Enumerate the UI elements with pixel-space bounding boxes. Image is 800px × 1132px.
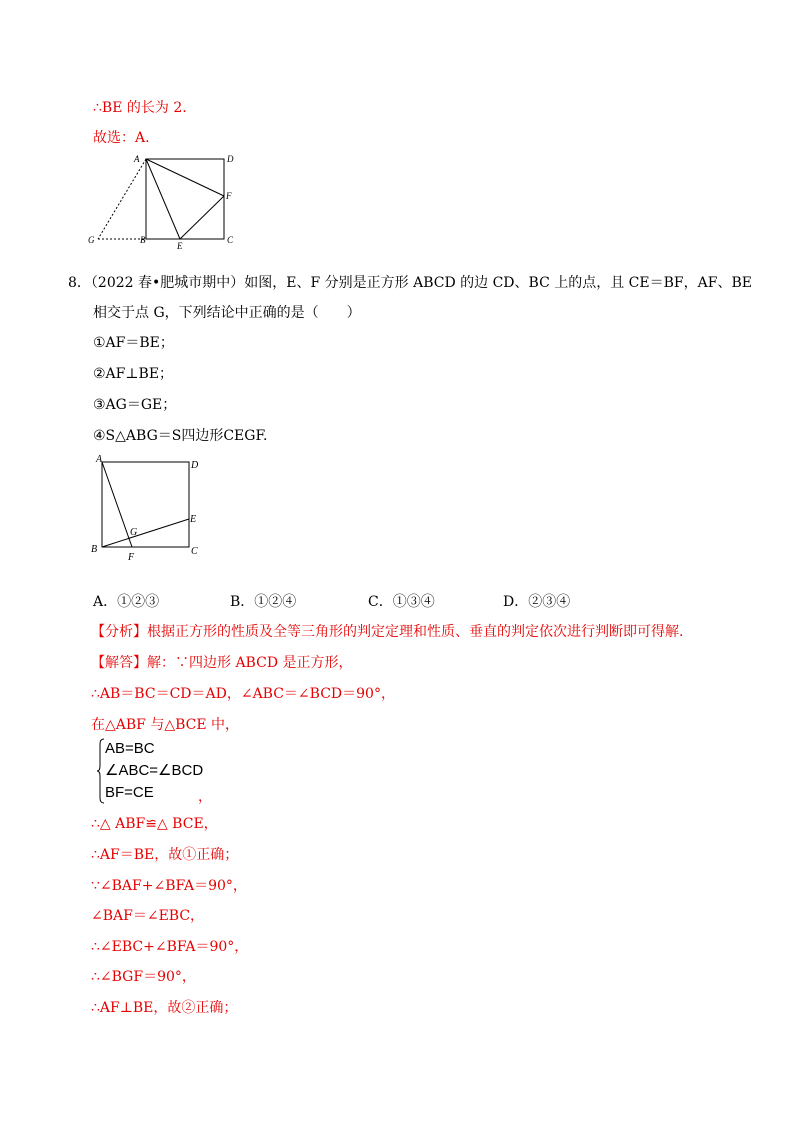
analysis: 【分析】根据正方形的性质及全等三角形的判定定理和性质、垂直的判定依次进行判断即可得解. xyxy=(91,624,684,640)
square-abcd xyxy=(102,462,189,547)
segment-ef xyxy=(180,196,224,239)
label-b: B xyxy=(91,544,98,555)
solution-line-5: ∴AF＝BE，故①正确； xyxy=(91,847,239,863)
question-line-2: 相交于点 G，下列结论中正确的是（ ） xyxy=(93,305,361,321)
solution-line-9: ∴∠BGF＝90°， xyxy=(91,969,196,985)
system-row-1: AB=BC xyxy=(105,740,155,757)
label-e: E xyxy=(177,241,183,250)
square-abcd xyxy=(146,159,224,239)
segment-af xyxy=(146,159,224,196)
equation-system xyxy=(97,738,237,804)
statement-3: ③AG＝GE； xyxy=(93,397,177,413)
system-row-3: BF=CE xyxy=(105,784,154,801)
statement-4: ④S△ABG＝S四边形CEGF. xyxy=(93,428,268,444)
segment-af xyxy=(102,462,132,547)
label-c: C xyxy=(191,546,198,557)
solution-line-6: ∵∠BAF+∠BFA＝90°， xyxy=(91,878,247,894)
solution-line-8: ∴∠EBC+∠BFA＝90°， xyxy=(91,939,249,955)
label-e: E xyxy=(190,514,197,525)
option-c[interactable]: C．①③④ xyxy=(368,594,435,610)
solution-line-10: ∴AF⊥BE，故②正确； xyxy=(91,1000,238,1016)
label-f: F xyxy=(226,191,232,201)
figure-2-square-diagram xyxy=(85,450,215,565)
left-brace xyxy=(97,738,105,804)
option-a[interactable]: A．①②③ xyxy=(93,594,160,610)
system-row-2: ∠ABC=∠BCD xyxy=(105,762,204,779)
label-d: D xyxy=(227,154,234,164)
solution-line-2: ∴AB＝BC＝CD＝AD，∠ABC＝∠BCD＝90°， xyxy=(91,686,395,702)
label-a: A xyxy=(134,154,140,164)
segment-ae xyxy=(146,159,180,239)
label-b: B xyxy=(140,235,146,245)
prev-conclusion: ∴BE 的长为 2. xyxy=(93,100,187,116)
label-g: G xyxy=(130,527,138,538)
segment-be xyxy=(102,519,189,547)
solution-line-1: 【解答】解：∵四边形 ABCD 是正方形， xyxy=(91,655,353,671)
solution-line-7: ∠BAF＝∠EBC， xyxy=(91,908,205,924)
label-g: G xyxy=(88,235,95,245)
label-d: D xyxy=(191,460,199,471)
question-line-1 xyxy=(68,273,752,293)
system-trailing-comma: ， xyxy=(198,789,212,805)
figure-1-square-diagram xyxy=(85,150,245,250)
label-f: F xyxy=(128,552,135,563)
solution-line-3: 在△ABF 与△BCE 中， xyxy=(91,717,240,733)
option-b[interactable]: B．①②④ xyxy=(230,594,297,610)
segment-ag-dashed xyxy=(98,159,146,239)
statement-1: ①AF＝BE； xyxy=(93,335,174,351)
label-c: C xyxy=(227,235,234,245)
solution-line-4: ∴△ ABF≌△ BCE， xyxy=(91,816,218,832)
statement-2: ②AF⊥BE； xyxy=(93,366,174,382)
prev-answer-choice: 故选：A. xyxy=(93,130,150,146)
question-number: 8． xyxy=(68,275,91,291)
label-a: A xyxy=(96,454,103,465)
question-stem: （2022 春•肥城市期中）如图，E、F 分别是正方形 ABCD 的边 CD、BC 上的点，且 CE＝BF，AF、BE xyxy=(90,275,752,291)
option-d[interactable]: D．②③④ xyxy=(503,594,571,610)
